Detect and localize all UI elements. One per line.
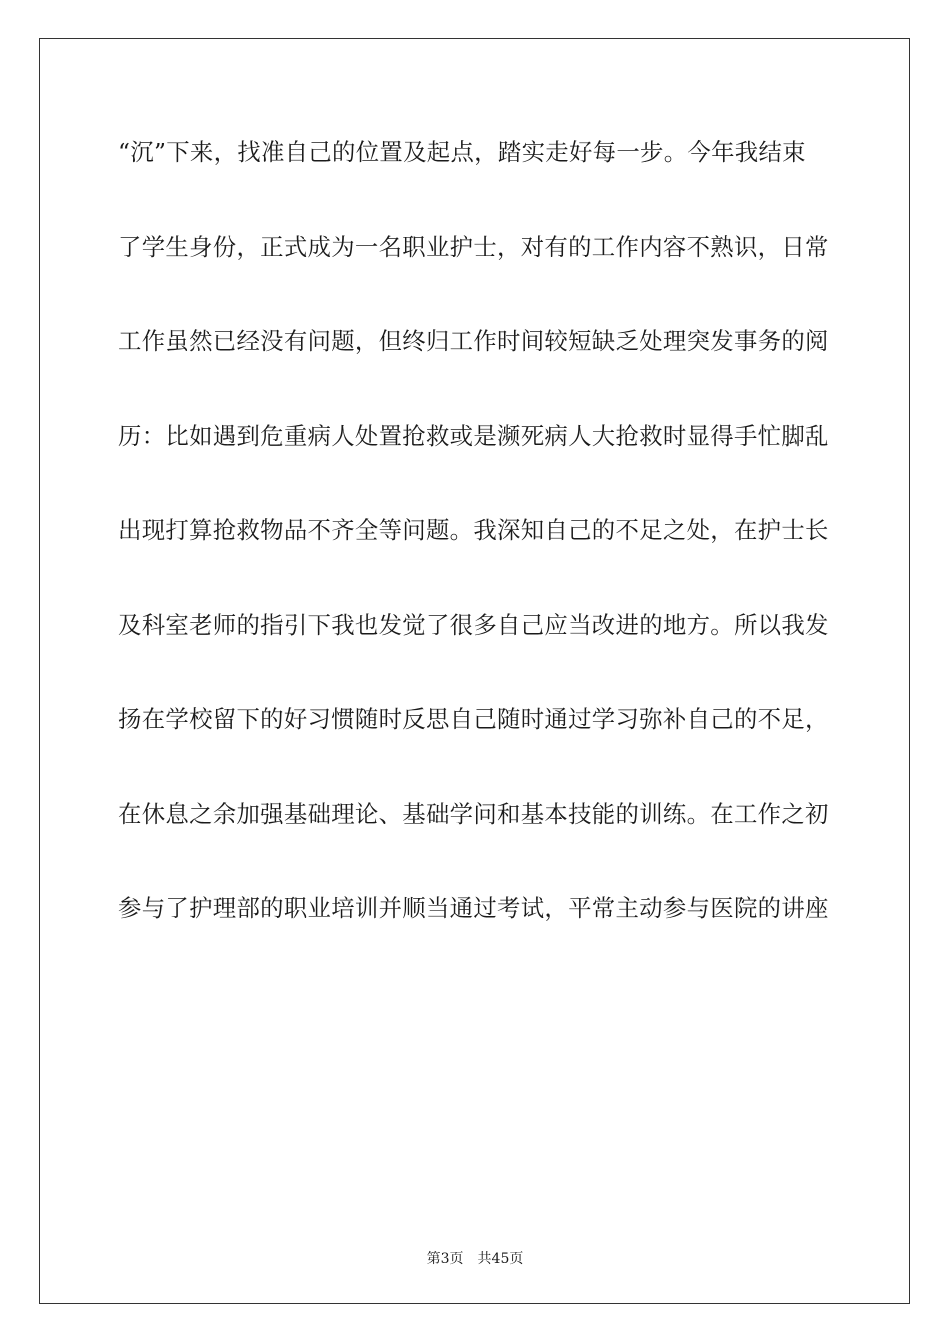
text-line: “沉”下来，找准自己的位置及起点，踏实走好每一步。今年我结束 [118, 138, 806, 166]
text-line: 历：比如遇到危重病人处置抢救或是濒死病人大抢救时显得手忙脚乱 [118, 421, 829, 450]
document-body [118, 128, 838, 979]
text-line: 出现打算抢救物品不齐全等问题。我深知自己的不足之处，在护士长 [118, 516, 829, 544]
page-number: 第3页 [426, 1251, 464, 1267]
text-line: 在休息之余加强基础理论、基础学问和基本技能的训练。在工作之初 [118, 799, 829, 828]
text-line: 工作虽然已经没有问题，但终归工作时间较短缺乏处理突发事务的阅 [118, 327, 829, 355]
text-line: 参与了护理部的职业培训并顺当通过考试，平常主动参与医院的讲座 [118, 894, 829, 922]
text-line: 扬在学校留下的好习惯随时反思自己随时通过学习弥补自己的不足， [118, 705, 829, 733]
text-line: 及科室老师的指引下我也发觉了很多自己应当改进的地方。所以我发 [118, 610, 829, 639]
page-total: 共45页 [477, 1251, 524, 1267]
page-footer [0, 1248, 950, 1268]
text-line: 了学生身份，正式成为一名职业护士，对有的工作内容不熟识，日常 [118, 232, 829, 261]
